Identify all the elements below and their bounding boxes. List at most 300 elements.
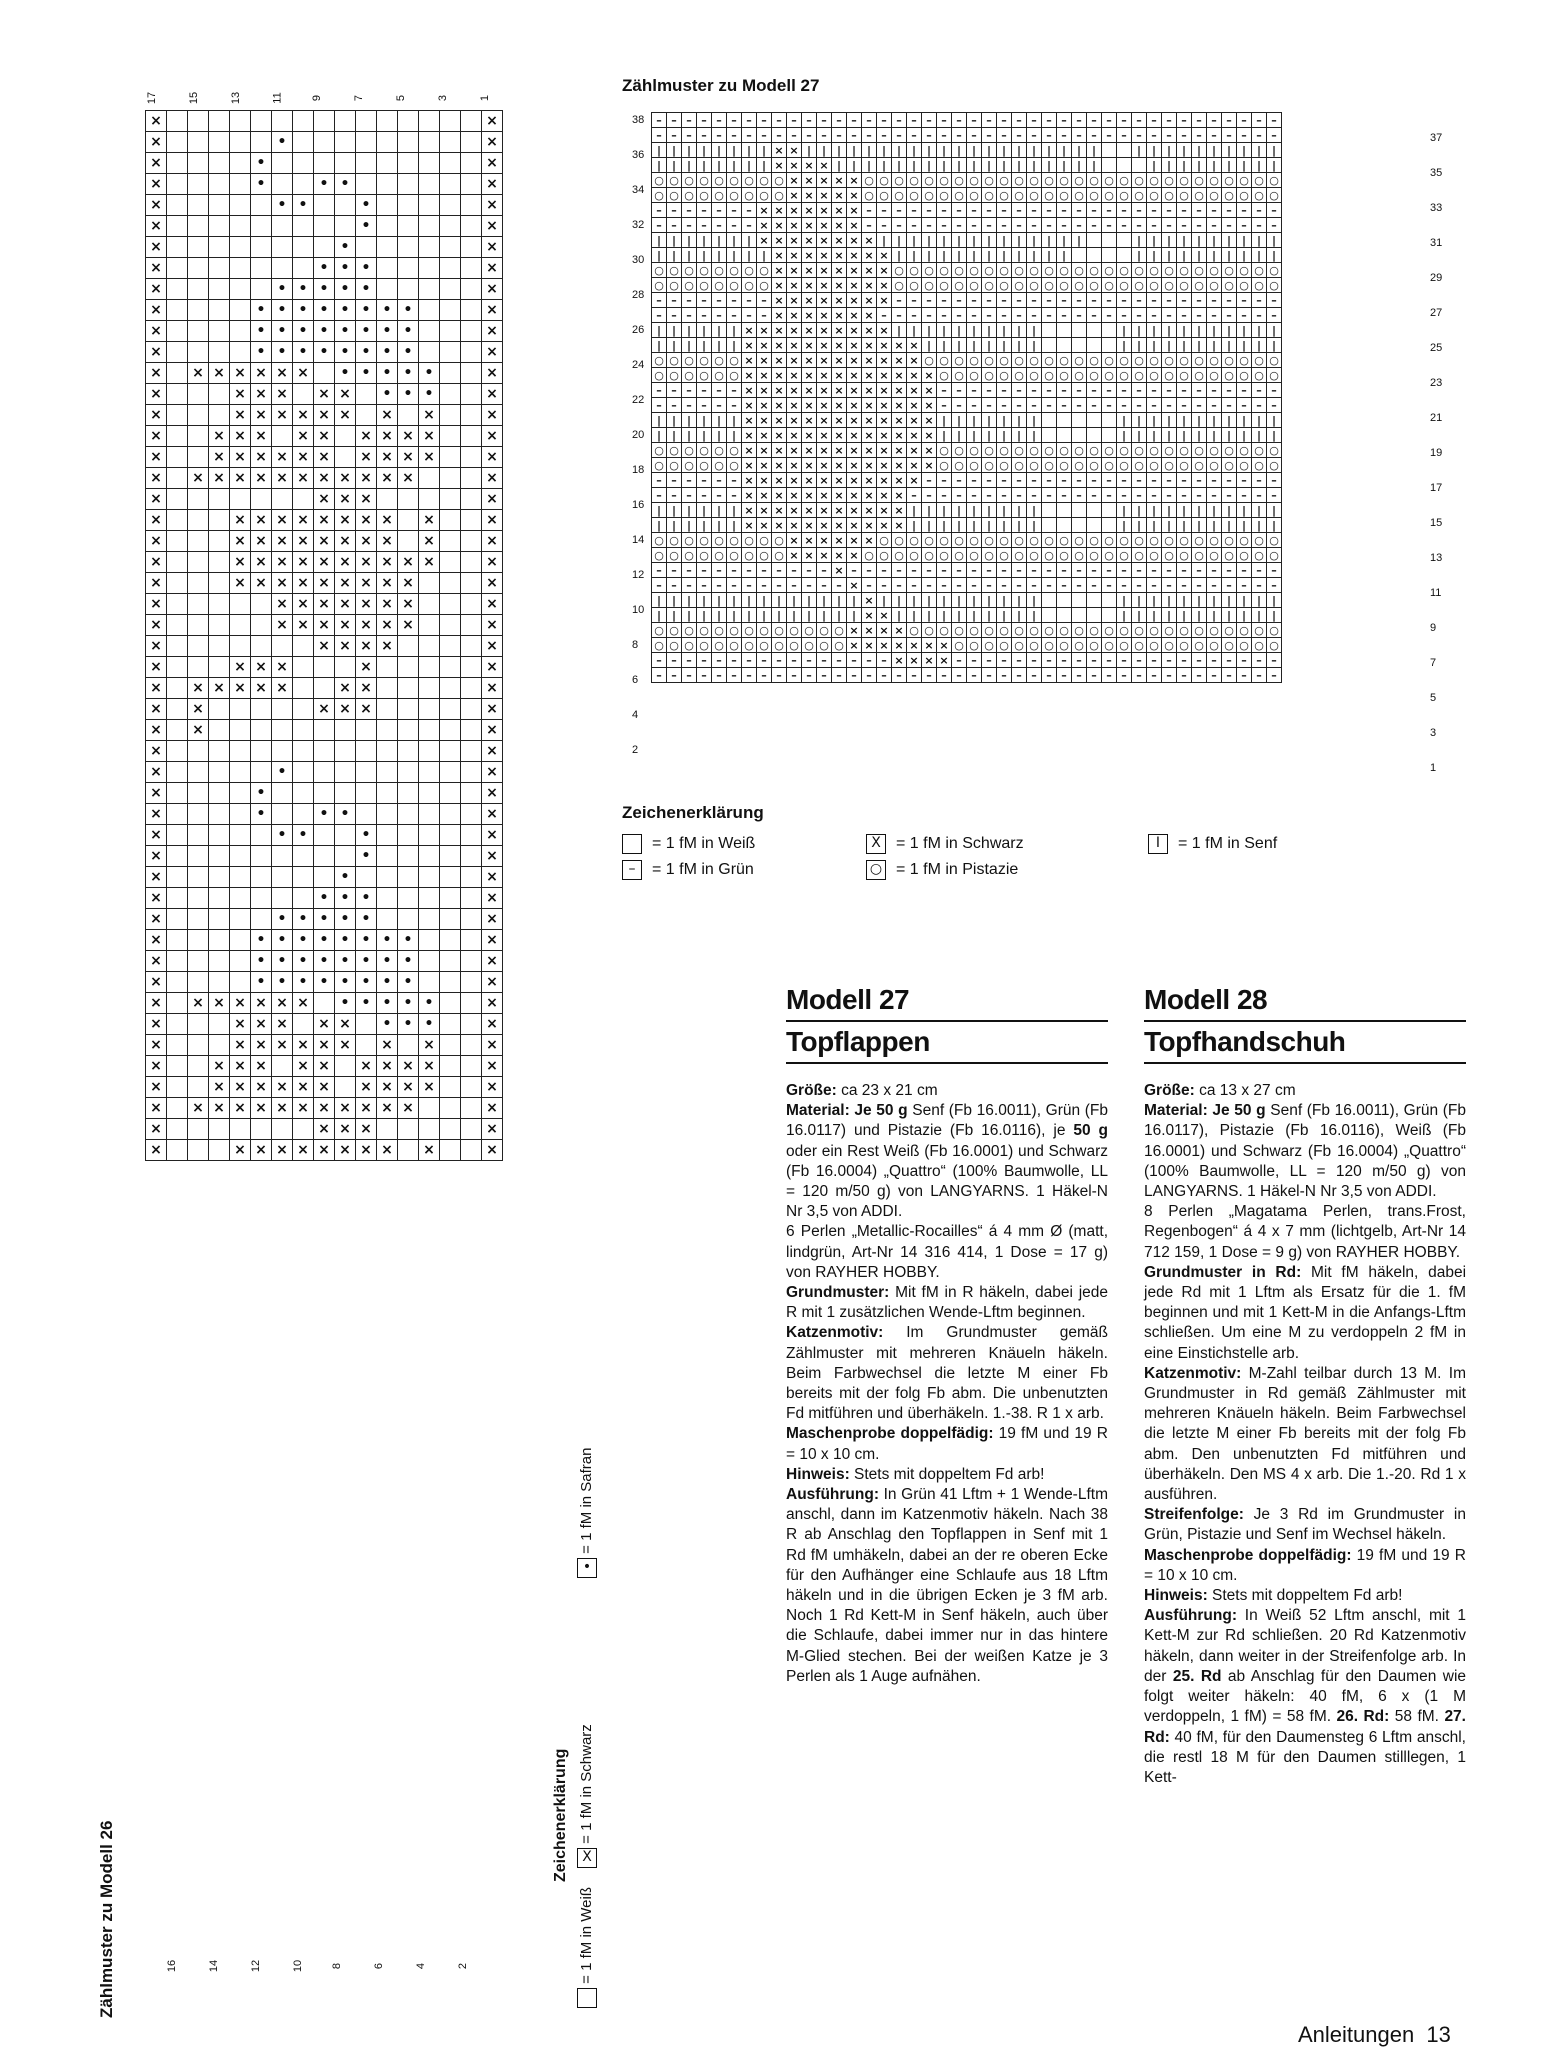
grid-cell bbox=[398, 1035, 419, 1056]
grid-cell: – bbox=[1267, 383, 1282, 398]
grid-cell: ○ bbox=[967, 623, 982, 638]
grid-cell: × bbox=[772, 398, 787, 413]
grid-cell bbox=[167, 363, 188, 384]
grid-cell: | bbox=[997, 338, 1012, 353]
grid-cell: | bbox=[922, 248, 937, 263]
grid-cell: – bbox=[667, 563, 682, 578]
grid-cell: × bbox=[146, 1077, 167, 1098]
grid-cell: × bbox=[482, 447, 503, 468]
grid-cell: – bbox=[1267, 293, 1282, 308]
grid-cell: × bbox=[293, 1098, 314, 1119]
grid-cell: × bbox=[377, 1140, 398, 1161]
grid-cell bbox=[440, 552, 461, 573]
grid-cell: – bbox=[1252, 488, 1267, 503]
grid-cell: • bbox=[377, 930, 398, 951]
grid-cell: ○ bbox=[907, 548, 922, 563]
grid-cell: ○ bbox=[1177, 353, 1192, 368]
grid-cell: – bbox=[1177, 398, 1192, 413]
grid-cell: ○ bbox=[1177, 458, 1192, 473]
grid-cell: × bbox=[832, 383, 847, 398]
grid-cell bbox=[335, 195, 356, 216]
grid-cell: – bbox=[757, 308, 772, 323]
grid-cell: | bbox=[1162, 233, 1177, 248]
grid-cell: × bbox=[398, 447, 419, 468]
grid-cell: × bbox=[877, 638, 892, 653]
grid-cell: ○ bbox=[1102, 353, 1117, 368]
grid-cell: – bbox=[652, 398, 667, 413]
grid-cell: – bbox=[1252, 128, 1267, 143]
white-square-icon bbox=[577, 1988, 597, 2008]
grid-cell: × bbox=[146, 720, 167, 741]
grid-cell: ○ bbox=[1027, 458, 1042, 473]
grid-cell: – bbox=[667, 473, 682, 488]
grid-cell: × bbox=[146, 111, 167, 132]
grid-cell: × bbox=[482, 1098, 503, 1119]
grid-cell bbox=[398, 783, 419, 804]
grid-cell: ○ bbox=[1267, 353, 1282, 368]
grid-cell: • bbox=[356, 342, 377, 363]
grid-cell bbox=[167, 258, 188, 279]
grid-cell: ○ bbox=[967, 188, 982, 203]
grid-cell: × bbox=[482, 552, 503, 573]
grid-cell: – bbox=[907, 128, 922, 143]
grid-cell: – bbox=[1177, 383, 1192, 398]
grid-cell: – bbox=[1192, 668, 1207, 683]
grid-cell: | bbox=[727, 143, 742, 158]
grid-cell: – bbox=[1027, 383, 1042, 398]
grid-cell: • bbox=[377, 993, 398, 1014]
grid-cell: | bbox=[1267, 323, 1282, 338]
grid-cell bbox=[440, 111, 461, 132]
grid-cell: ○ bbox=[727, 173, 742, 188]
grid-cell: – bbox=[697, 203, 712, 218]
circle-square-icon: ○ bbox=[866, 860, 886, 880]
grid-cell bbox=[167, 216, 188, 237]
grid-cell: | bbox=[682, 518, 697, 533]
grid-cell bbox=[314, 216, 335, 237]
grid-cell: | bbox=[907, 608, 922, 623]
grid-cell: × bbox=[757, 368, 772, 383]
grid-cell: ○ bbox=[1102, 623, 1117, 638]
row-number: 15 bbox=[1430, 517, 1443, 529]
grid-cell: – bbox=[1117, 578, 1132, 593]
grid-cell bbox=[377, 762, 398, 783]
grid-cell bbox=[440, 1056, 461, 1077]
grid-cell: – bbox=[1102, 398, 1117, 413]
grid-cell: × bbox=[892, 428, 907, 443]
grid-cell: × bbox=[907, 638, 922, 653]
grid-cell bbox=[1102, 518, 1117, 533]
grid-cell: | bbox=[1237, 593, 1252, 608]
column-number: 10 bbox=[292, 1959, 305, 1973]
grid-cell: × bbox=[817, 398, 832, 413]
grid-cell bbox=[314, 111, 335, 132]
grid-cell: • bbox=[356, 951, 377, 972]
grid-cell: × bbox=[847, 323, 862, 338]
grid-cell: ○ bbox=[892, 533, 907, 548]
grid-cell bbox=[440, 300, 461, 321]
grid-cell bbox=[230, 153, 251, 174]
grid-cell: | bbox=[922, 323, 937, 338]
grid-cell bbox=[293, 384, 314, 405]
grid-cell: | bbox=[1087, 143, 1102, 158]
grid-cell: – bbox=[682, 308, 697, 323]
grid-cell bbox=[398, 1119, 419, 1140]
grid-cell bbox=[1042, 608, 1057, 623]
grid-cell: × bbox=[482, 426, 503, 447]
grid-cell: ○ bbox=[937, 188, 952, 203]
grid-cell: × bbox=[847, 233, 862, 248]
grid-cell: × bbox=[209, 468, 230, 489]
grid-cell bbox=[314, 867, 335, 888]
grid-cell: × bbox=[419, 1077, 440, 1098]
grid-cell bbox=[230, 216, 251, 237]
grid-cell: × bbox=[146, 321, 167, 342]
grid-cell: – bbox=[1147, 488, 1162, 503]
grid-cell: – bbox=[1237, 293, 1252, 308]
grid-cell: – bbox=[1237, 113, 1252, 128]
grid-cell bbox=[167, 153, 188, 174]
grid-cell bbox=[230, 174, 251, 195]
grid-cell: – bbox=[712, 668, 727, 683]
grid-cell: – bbox=[1177, 218, 1192, 233]
grid-cell: × bbox=[146, 951, 167, 972]
grid-cell: ○ bbox=[937, 278, 952, 293]
grid-cell: ○ bbox=[1072, 458, 1087, 473]
grid-cell: ○ bbox=[952, 623, 967, 638]
grid-cell: × bbox=[847, 293, 862, 308]
grid-cell: | bbox=[832, 593, 847, 608]
grid-cell: – bbox=[922, 473, 937, 488]
grid-cell: – bbox=[1132, 128, 1147, 143]
grid-cell: ○ bbox=[712, 443, 727, 458]
grid-cell: × bbox=[802, 458, 817, 473]
grid-cell: × bbox=[482, 909, 503, 930]
x-square-icon: X bbox=[866, 834, 886, 854]
grid-cell: – bbox=[877, 668, 892, 683]
grid-cell: | bbox=[1207, 338, 1222, 353]
grid-cell: | bbox=[922, 518, 937, 533]
grid-cell: ○ bbox=[1042, 458, 1057, 473]
grid-cell: × bbox=[230, 657, 251, 678]
grid-cell: – bbox=[1132, 203, 1147, 218]
grid-cell: | bbox=[697, 593, 712, 608]
grid-cell bbox=[419, 909, 440, 930]
grid-cell: × bbox=[314, 384, 335, 405]
grid-cell bbox=[209, 489, 230, 510]
grid-cell bbox=[461, 489, 482, 510]
grid-cell: × bbox=[802, 323, 817, 338]
grid-cell: × bbox=[146, 699, 167, 720]
grid-cell: ○ bbox=[1117, 548, 1132, 563]
grid-cell: – bbox=[1087, 578, 1102, 593]
grid-cell: | bbox=[1057, 248, 1072, 263]
grid-cell: – bbox=[727, 578, 742, 593]
grid-cell: × bbox=[251, 426, 272, 447]
grid-cell: ○ bbox=[757, 263, 772, 278]
grid-cell bbox=[377, 132, 398, 153]
grid-cell: – bbox=[1117, 383, 1132, 398]
grid-cell bbox=[293, 258, 314, 279]
grid-cell bbox=[461, 720, 482, 741]
grid-cell: – bbox=[1057, 383, 1072, 398]
grid-cell: ○ bbox=[952, 458, 967, 473]
grid-cell: – bbox=[907, 578, 922, 593]
grid-cell: • bbox=[272, 909, 293, 930]
grid-cell bbox=[377, 258, 398, 279]
grid-cell: × bbox=[314, 531, 335, 552]
grid-cell bbox=[272, 636, 293, 657]
grid-cell: | bbox=[1192, 608, 1207, 623]
grid-cell bbox=[209, 804, 230, 825]
grid-cell: – bbox=[1267, 473, 1282, 488]
grid-cell: – bbox=[952, 473, 967, 488]
grid-cell: ○ bbox=[1087, 368, 1102, 383]
grid-cell: ○ bbox=[802, 623, 817, 638]
grid-cell: ○ bbox=[877, 173, 892, 188]
grid-cell: | bbox=[1267, 503, 1282, 518]
row-number: 37 bbox=[1430, 132, 1443, 144]
grid-cell bbox=[440, 573, 461, 594]
grid-cell bbox=[377, 111, 398, 132]
grid-cell: × bbox=[877, 623, 892, 638]
grid-cell: – bbox=[802, 578, 817, 593]
grid-cell: | bbox=[1027, 518, 1042, 533]
grid-cell: × bbox=[907, 428, 922, 443]
row-number: 12 bbox=[632, 569, 645, 581]
grid-cell: × bbox=[482, 972, 503, 993]
grid-cell: ○ bbox=[1072, 623, 1087, 638]
grid-cell: ○ bbox=[727, 278, 742, 293]
grid-cell: × bbox=[335, 405, 356, 426]
grid-cell: | bbox=[1027, 143, 1042, 158]
grid-cell: ○ bbox=[1162, 263, 1177, 278]
grid-cell: | bbox=[742, 158, 757, 173]
grid-cell: × bbox=[482, 111, 503, 132]
row-number: 23 bbox=[1430, 377, 1443, 389]
grid-cell: × bbox=[877, 413, 892, 428]
grid-cell bbox=[440, 1119, 461, 1140]
grid-cell bbox=[461, 195, 482, 216]
grid-cell bbox=[188, 1035, 209, 1056]
grid-cell: – bbox=[727, 398, 742, 413]
grid-cell bbox=[440, 804, 461, 825]
grid-cell: ○ bbox=[1237, 263, 1252, 278]
grid-cell bbox=[209, 720, 230, 741]
grid-cell bbox=[440, 531, 461, 552]
grid-cell bbox=[272, 1119, 293, 1140]
grid-cell: ○ bbox=[1012, 458, 1027, 473]
grid-cell bbox=[293, 111, 314, 132]
grid-cell: × bbox=[877, 278, 892, 293]
grid-cell: | bbox=[1177, 518, 1192, 533]
grid-cell bbox=[461, 1140, 482, 1161]
grid-cell: – bbox=[847, 128, 862, 143]
grid-cell: ○ bbox=[1177, 188, 1192, 203]
grid-cell: – bbox=[1012, 668, 1027, 683]
grid-cell: × bbox=[802, 353, 817, 368]
grid-cell: – bbox=[712, 563, 727, 578]
grid-cell: | bbox=[1252, 518, 1267, 533]
grid-cell: × bbox=[817, 323, 832, 338]
grid-cell: ○ bbox=[997, 263, 1012, 278]
grid-cell: × bbox=[482, 468, 503, 489]
grid-cell: | bbox=[1192, 158, 1207, 173]
grid-cell bbox=[398, 510, 419, 531]
grid-cell bbox=[188, 342, 209, 363]
grid-cell bbox=[461, 804, 482, 825]
grid-cell bbox=[293, 636, 314, 657]
grid-cell: – bbox=[1207, 488, 1222, 503]
grid-cell: × bbox=[146, 1140, 167, 1161]
grid-cell: – bbox=[727, 563, 742, 578]
grid-cell: × bbox=[293, 363, 314, 384]
grid-cell: ○ bbox=[1192, 278, 1207, 293]
grid-cell: × bbox=[482, 258, 503, 279]
grid-cell: × bbox=[922, 383, 937, 398]
grid-cell bbox=[209, 153, 230, 174]
grid-cell bbox=[419, 972, 440, 993]
grid-cell: | bbox=[832, 608, 847, 623]
grid-cell: ○ bbox=[1252, 188, 1267, 203]
grid-cell: ○ bbox=[997, 638, 1012, 653]
grid-cell: × bbox=[787, 263, 802, 278]
grid-cell: – bbox=[1027, 203, 1042, 218]
grid-cell: ○ bbox=[1027, 638, 1042, 653]
paragraph: Material: Je 50 g Senf (Fb 16.0011), Grün (Fb 16.0117), Pistazie (Fb 16.0116), Weiß (Fb 16.0001) und Schwarz (Fb 16.0004) „Quattro“ (100% Baumwolle, LL = 120 m/50 g) von LANGYARNS. 1 Häkel-N Nr 3,5 von ADDI. bbox=[1144, 1102, 1466, 1201]
grid-cell: | bbox=[1132, 428, 1147, 443]
grid-cell: × bbox=[146, 636, 167, 657]
grid-cell: | bbox=[937, 158, 952, 173]
grid-cell bbox=[461, 174, 482, 195]
grid-cell: × bbox=[862, 308, 877, 323]
grid-cell: – bbox=[772, 128, 787, 143]
grid-cell: × bbox=[146, 1056, 167, 1077]
grid-cell: • bbox=[251, 930, 272, 951]
grid-cell: ○ bbox=[1117, 533, 1132, 548]
grid-cell: ○ bbox=[1252, 368, 1267, 383]
grid-cell: ○ bbox=[1207, 443, 1222, 458]
grid-cell: – bbox=[1042, 218, 1057, 233]
grid-cell: × bbox=[742, 488, 757, 503]
grid-cell: × bbox=[230, 1056, 251, 1077]
grid-cell: × bbox=[787, 248, 802, 263]
grid-cell: × bbox=[314, 426, 335, 447]
grid-cell bbox=[377, 741, 398, 762]
grid-cell bbox=[1072, 593, 1087, 608]
grid-cell: – bbox=[712, 203, 727, 218]
grid-cell: ○ bbox=[1042, 368, 1057, 383]
grid-cell: – bbox=[802, 653, 817, 668]
grid-cell: | bbox=[697, 248, 712, 263]
grid-cell: × bbox=[419, 1035, 440, 1056]
grid-cell: × bbox=[847, 173, 862, 188]
grid-cell: | bbox=[937, 323, 952, 338]
grid-cell: | bbox=[1027, 593, 1042, 608]
grid-cell: | bbox=[847, 143, 862, 158]
grid-cell: | bbox=[727, 233, 742, 248]
grid-cell: × bbox=[335, 1140, 356, 1161]
grid-cell: ○ bbox=[1042, 623, 1057, 638]
grid-cell bbox=[1087, 338, 1102, 353]
grid-cell: – bbox=[967, 128, 982, 143]
grid-cell: | bbox=[952, 503, 967, 518]
grid-cell: ○ bbox=[1012, 443, 1027, 458]
grid-cell: – bbox=[1132, 398, 1147, 413]
grid-cell bbox=[398, 216, 419, 237]
grid-cell: × bbox=[356, 447, 377, 468]
grid-cell: – bbox=[742, 308, 757, 323]
grid-cell: × bbox=[817, 248, 832, 263]
grid-cell bbox=[1057, 323, 1072, 338]
grid-cell: ○ bbox=[682, 368, 697, 383]
grid-cell: | bbox=[982, 233, 997, 248]
grid-cell: ○ bbox=[1177, 368, 1192, 383]
grid-cell: ○ bbox=[997, 353, 1012, 368]
grid-cell bbox=[335, 825, 356, 846]
grid-cell bbox=[293, 1119, 314, 1140]
paragraph: Ausführung: In Weiß 52 Lftm anschl, mit 1 Kett-M zur Rd schließen. 20 Rd Katzenmotiv häkeln, dann weiter in der Streifenfolge arb. In der 25. Rd ab Anschlag für den Daumen wie folgt weiter häkeln: 40 fM, 6 x (1 M verdoppeln, 1 fM) = 58 fM. 26. Rd: 58 fM. 27. Rd: 40 fM, für den Daumensteg 6 Lftm anschl, die restl 18 M für den Daumen stilllegen, 1 Kett- bbox=[1144, 1607, 1467, 1786]
grid-cell: × bbox=[772, 308, 787, 323]
grid-cell: – bbox=[862, 203, 877, 218]
grid-cell: ○ bbox=[892, 173, 907, 188]
grid-cell bbox=[167, 174, 188, 195]
grid-cell: × bbox=[293, 531, 314, 552]
grid-cell: ○ bbox=[1057, 443, 1072, 458]
grid-cell: | bbox=[682, 158, 697, 173]
grid-cell: ○ bbox=[1087, 278, 1102, 293]
grid-cell: – bbox=[1087, 383, 1102, 398]
grid-cell: – bbox=[1102, 578, 1117, 593]
grid-cell: ○ bbox=[1072, 278, 1087, 293]
grid-cell bbox=[419, 615, 440, 636]
grid-cell: × bbox=[757, 233, 772, 248]
grid-cell: • bbox=[335, 174, 356, 195]
grid-cell: – bbox=[682, 578, 697, 593]
grid-cell: • bbox=[398, 300, 419, 321]
grid-cell bbox=[272, 489, 293, 510]
grid-cell: × bbox=[907, 338, 922, 353]
grid-cell: ○ bbox=[1207, 188, 1222, 203]
grid-cell: ○ bbox=[817, 623, 832, 638]
grid-cell bbox=[1042, 593, 1057, 608]
grid-cell: – bbox=[1237, 203, 1252, 218]
grid-cell: ○ bbox=[982, 548, 997, 563]
grid-cell: ○ bbox=[772, 548, 787, 563]
grid-cell: × bbox=[356, 1140, 377, 1161]
grid-cell: ○ bbox=[697, 353, 712, 368]
grid-cell: × bbox=[862, 593, 877, 608]
grid-cell: • bbox=[335, 804, 356, 825]
grid-cell bbox=[1087, 503, 1102, 518]
grid-cell bbox=[461, 636, 482, 657]
grid-cell: × bbox=[832, 203, 847, 218]
grid-cell bbox=[209, 1119, 230, 1140]
grid-cell bbox=[251, 825, 272, 846]
grid-cell: – bbox=[1057, 218, 1072, 233]
grid-cell: × bbox=[356, 573, 377, 594]
grid-cell bbox=[440, 720, 461, 741]
grid-cell bbox=[377, 1119, 398, 1140]
grid-cell: – bbox=[1072, 488, 1087, 503]
grid-cell: × bbox=[802, 338, 817, 353]
grid-cell: ○ bbox=[952, 353, 967, 368]
grid-cell: – bbox=[697, 398, 712, 413]
grid-cell bbox=[1087, 233, 1102, 248]
grid-cell: • bbox=[251, 321, 272, 342]
grid-cell bbox=[1072, 338, 1087, 353]
grid-cell: | bbox=[1177, 338, 1192, 353]
